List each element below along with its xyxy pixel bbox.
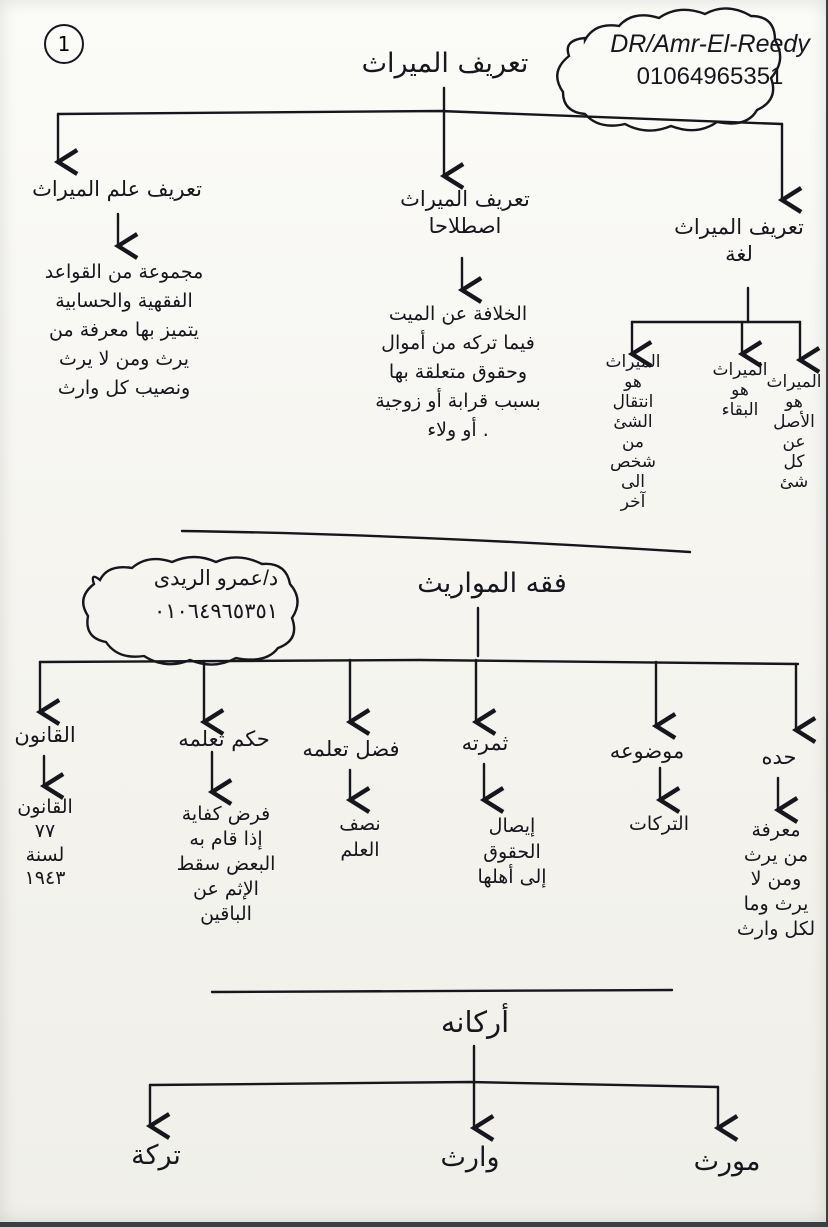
lughah-def-asl: الميراث هو الأصل عن كل شئ: [766, 372, 822, 493]
fiqh-hukm-text: فرض كفاية إذا قام به البعض سقط الإثم عن الباقين: [176, 803, 276, 926]
fiqh-mawdu-heading: موضوعه: [609, 739, 685, 763]
fiqh-hadd-text: معرفة من يرث ومن لا يرث وما لكل وارث: [736, 819, 816, 940]
lughah-def-intiqal: الميراث هو انتقال الشئ من شخص الى آخر: [605, 352, 661, 513]
fiqh-fadl-heading: فضل تعلمه: [302, 737, 400, 761]
fiqh-qanun-heading: القانون: [14, 723, 76, 747]
signature-mid-phone: ٠١٠٦٤٩٦٥٣٥١: [153, 600, 279, 623]
page-number: 1: [44, 24, 84, 64]
branch-istilahan-heading: تعريف الميراث اصطلاحا: [400, 187, 530, 239]
branch-ilm-text: مجموعة من القواعد الفقهية والحسابية يتميز بها معرفة من يرث ومن لا يرث ونصيب كل وارث: [44, 261, 204, 399]
signature-top: [592, 30, 826, 91]
branch-istilahan-text: الخلافة عن الميت فيما تركه من أموال وحقوق متعلقة بها بسبب قرابة أو زوجية أو ولاء .: [375, 303, 541, 441]
fiqh-hadd-heading: حده: [761, 745, 797, 769]
divider-1: [182, 531, 690, 552]
signature-top-phone: 01064965351: [636, 63, 784, 90]
fiqh-thamara-text: إيصال الحقوق إلى أهلها: [477, 815, 547, 889]
branch-ilm-heading: تعريف علم الميراث: [32, 177, 202, 201]
fiqh-qanun-text: القانون ٧٧ لسنة ١٩٤٣: [17, 796, 73, 890]
signature-mid-name: د/عمرو الريدى: [153, 567, 279, 590]
fiqh-thamara-heading: ثمرته: [461, 731, 509, 755]
fiqh-hukm-heading: حكم تعلمه: [178, 727, 270, 751]
divider-2: [212, 990, 672, 992]
arkan-warith: وارث: [440, 1142, 500, 1173]
fiqh-fadl-text: نصف العلم: [339, 813, 381, 861]
section2-title: فقه المواريث: [417, 568, 567, 599]
signature-mid: [116, 566, 316, 624]
fiqh-mawdu-text: التركات: [628, 813, 689, 835]
signature-top-name: DR/Amr-El-Reedy: [610, 30, 810, 58]
section1-title: تعريف الميراث: [361, 48, 529, 79]
branch-lughah-heading: تعريف الميراث لغة: [674, 215, 804, 267]
arkan-muwarrith: مورث: [693, 1146, 761, 1177]
lughah-def-baqa: الميراث هو البقاء: [712, 360, 768, 421]
arkan-tarika: تركة: [131, 1140, 181, 1171]
section3-title: أركانه: [440, 1005, 510, 1039]
